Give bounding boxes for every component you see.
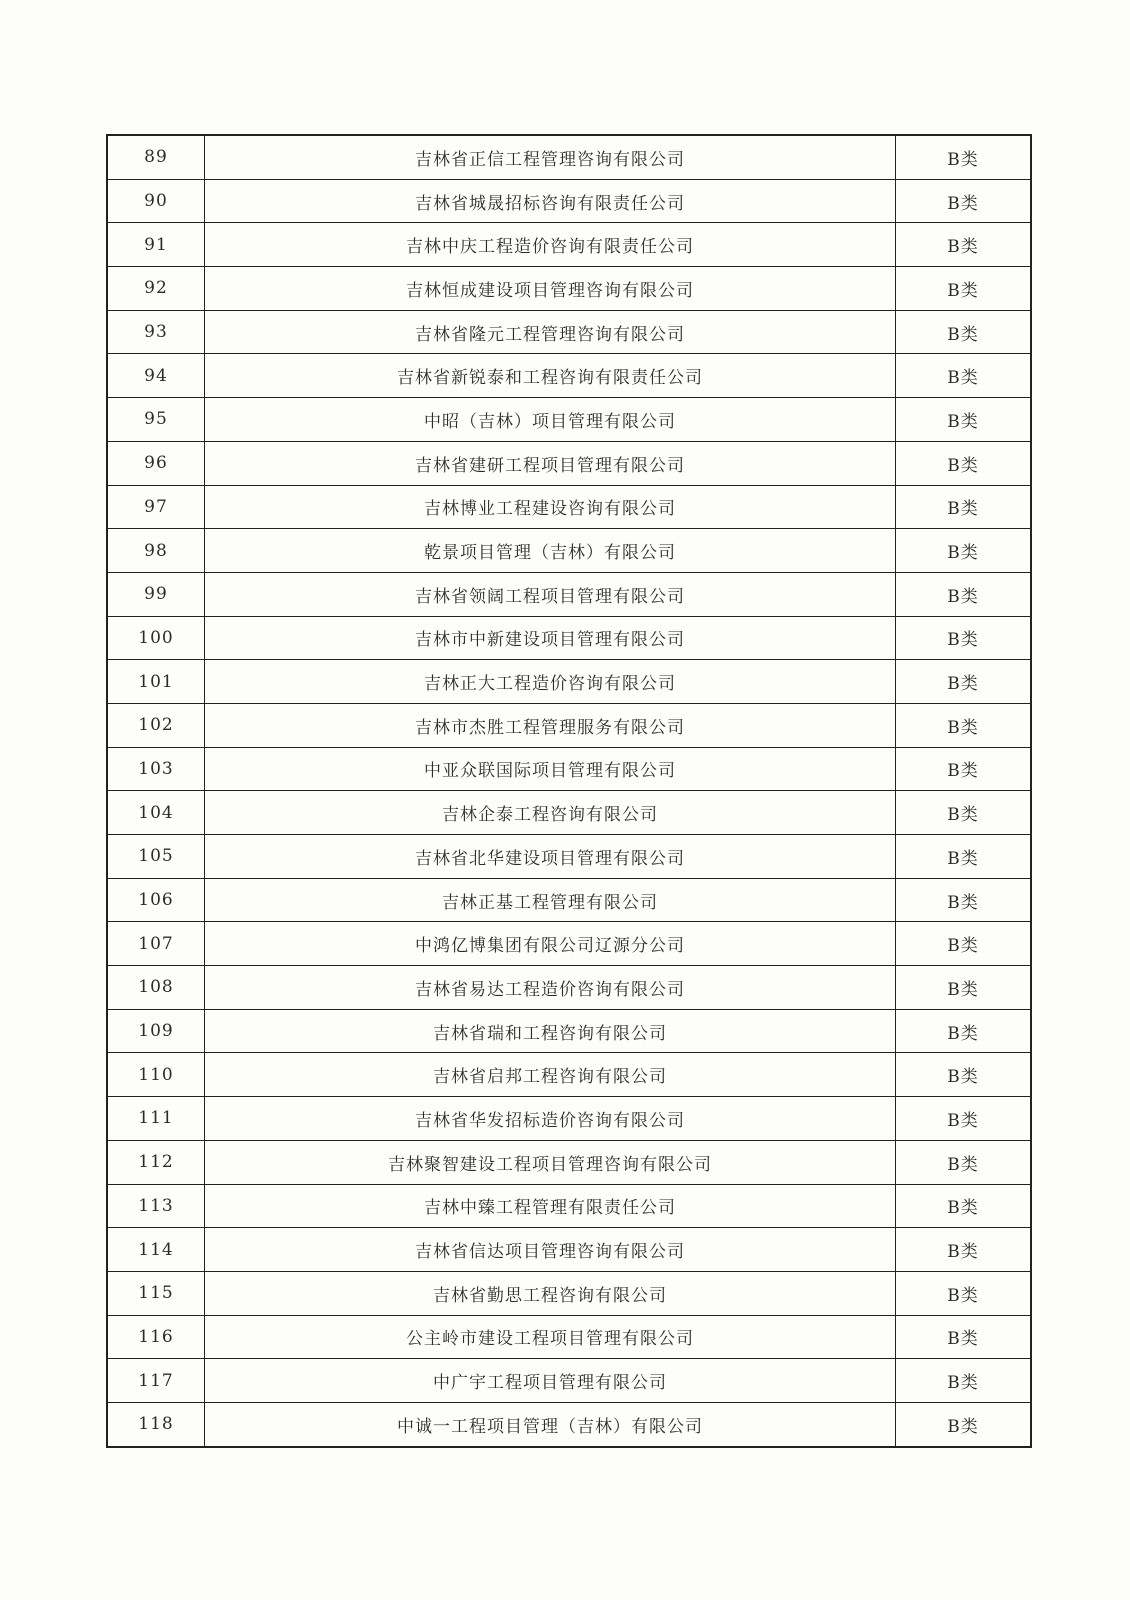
table-row bbox=[107, 878, 1031, 922]
row-number-cell: 93 bbox=[107, 310, 205, 354]
table-row bbox=[107, 223, 1031, 267]
category-cell: B类 bbox=[896, 922, 1032, 966]
company-name-cell: 吉林省启邦工程咨询有限公司 bbox=[205, 1053, 896, 1097]
table-row bbox=[107, 1184, 1031, 1228]
category-cell: B类 bbox=[896, 354, 1032, 398]
table-row bbox=[107, 441, 1031, 485]
company-name-cell: 中亚众联国际项目管理有限公司 bbox=[205, 747, 896, 791]
table-row bbox=[107, 1402, 1031, 1446]
row-number-cell: 111 bbox=[107, 1097, 205, 1141]
category-cell: B类 bbox=[896, 1402, 1032, 1446]
row-number-cell: 116 bbox=[107, 1315, 205, 1359]
company-name-cell: 吉林省华发招标造价咨询有限公司 bbox=[205, 1097, 896, 1141]
category-cell: B类 bbox=[896, 223, 1032, 267]
table-row bbox=[107, 703, 1031, 747]
row-number-cell: 103 bbox=[107, 747, 205, 791]
company-name-cell: 吉林省领阔工程项目管理有限公司 bbox=[205, 572, 896, 616]
company-name-cell: 吉林市中新建设项目管理有限公司 bbox=[205, 616, 896, 660]
category-cell: B类 bbox=[896, 398, 1032, 442]
category-cell: B类 bbox=[896, 572, 1032, 616]
category-cell: B类 bbox=[896, 1009, 1032, 1053]
company-name-cell: 吉林省易达工程造价咨询有限公司 bbox=[205, 966, 896, 1010]
category-cell: B类 bbox=[896, 310, 1032, 354]
row-number-cell: 90 bbox=[107, 179, 205, 223]
row-number-cell: 95 bbox=[107, 398, 205, 442]
table-row bbox=[107, 310, 1031, 354]
category-cell: B类 bbox=[896, 179, 1032, 223]
table-row bbox=[107, 835, 1031, 879]
category-cell: B类 bbox=[896, 835, 1032, 879]
category-cell: B类 bbox=[896, 660, 1032, 704]
table-row bbox=[107, 922, 1031, 966]
category-cell: B类 bbox=[896, 791, 1032, 835]
company-name-cell: 吉林省正信工程管理咨询有限公司 bbox=[205, 135, 896, 179]
company-name-cell: 中诚一工程项目管理（吉林）有限公司 bbox=[205, 1402, 896, 1446]
company-name-cell: 吉林省瑞和工程咨询有限公司 bbox=[205, 1009, 896, 1053]
category-cell: B类 bbox=[896, 267, 1032, 311]
row-number-cell: 99 bbox=[107, 572, 205, 616]
table-row bbox=[107, 966, 1031, 1010]
category-cell: B类 bbox=[896, 529, 1032, 573]
row-number-cell: 106 bbox=[107, 878, 205, 922]
row-number-cell: 97 bbox=[107, 485, 205, 529]
row-number-cell: 114 bbox=[107, 1228, 205, 1272]
category-cell: B类 bbox=[896, 1271, 1032, 1315]
category-cell: B类 bbox=[896, 1184, 1032, 1228]
row-number-cell: 113 bbox=[107, 1184, 205, 1228]
company-name-cell: 吉林省隆元工程管理咨询有限公司 bbox=[205, 310, 896, 354]
company-name-cell: 吉林企泰工程咨询有限公司 bbox=[205, 791, 896, 835]
row-number-cell: 96 bbox=[107, 441, 205, 485]
table-row bbox=[107, 1140, 1031, 1184]
table-row bbox=[107, 1228, 1031, 1272]
table-row bbox=[107, 747, 1031, 791]
row-number-cell: 107 bbox=[107, 922, 205, 966]
table-row bbox=[107, 354, 1031, 398]
table-row bbox=[107, 529, 1031, 573]
company-name-cell: 吉林中臻工程管理有限责任公司 bbox=[205, 1184, 896, 1228]
category-cell: B类 bbox=[896, 616, 1032, 660]
table-row bbox=[107, 791, 1031, 835]
row-number-cell: 108 bbox=[107, 966, 205, 1010]
company-table-body bbox=[107, 135, 1031, 1447]
company-name-cell: 吉林恒成建设项目管理咨询有限公司 bbox=[205, 267, 896, 311]
company-name-cell: 吉林省新锐泰和工程咨询有限责任公司 bbox=[205, 354, 896, 398]
category-cell: B类 bbox=[896, 1097, 1032, 1141]
company-name-cell: 中广宇工程项目管理有限公司 bbox=[205, 1359, 896, 1403]
row-number-cell: 94 bbox=[107, 354, 205, 398]
company-name-cell: 公主岭市建设工程项目管理有限公司 bbox=[205, 1315, 896, 1359]
table-row bbox=[107, 135, 1031, 179]
company-name-cell: 吉林中庆工程造价咨询有限责任公司 bbox=[205, 223, 896, 267]
company-name-cell: 吉林省北华建设项目管理有限公司 bbox=[205, 835, 896, 879]
company-table bbox=[106, 134, 1032, 1448]
company-name-cell: 乾景项目管理（吉林）有限公司 bbox=[205, 529, 896, 573]
table-row bbox=[107, 1009, 1031, 1053]
row-number-cell: 91 bbox=[107, 223, 205, 267]
table-row bbox=[107, 179, 1031, 223]
company-name-cell: 吉林省勤思工程咨询有限公司 bbox=[205, 1271, 896, 1315]
row-number-cell: 117 bbox=[107, 1359, 205, 1403]
row-number-cell: 115 bbox=[107, 1271, 205, 1315]
row-number-cell: 109 bbox=[107, 1009, 205, 1053]
category-cell: B类 bbox=[896, 1359, 1032, 1403]
table-row bbox=[107, 1271, 1031, 1315]
category-cell: B类 bbox=[896, 441, 1032, 485]
table-row bbox=[107, 572, 1031, 616]
company-name-cell: 吉林市杰胜工程管理服务有限公司 bbox=[205, 703, 896, 747]
company-name-cell: 吉林正基工程管理有限公司 bbox=[205, 878, 896, 922]
category-cell: B类 bbox=[896, 878, 1032, 922]
company-name-cell: 吉林聚智建设工程项目管理咨询有限公司 bbox=[205, 1140, 896, 1184]
table-row bbox=[107, 267, 1031, 311]
row-number-cell: 98 bbox=[107, 529, 205, 573]
company-name-cell: 中昭（吉林）项目管理有限公司 bbox=[205, 398, 896, 442]
row-number-cell: 101 bbox=[107, 660, 205, 704]
table-row bbox=[107, 1097, 1031, 1141]
category-cell: B类 bbox=[896, 703, 1032, 747]
company-name-cell: 吉林省城晟招标咨询有限责任公司 bbox=[205, 179, 896, 223]
category-cell: B类 bbox=[896, 1140, 1032, 1184]
table-row bbox=[107, 1359, 1031, 1403]
row-number-cell: 105 bbox=[107, 835, 205, 879]
table-row bbox=[107, 1053, 1031, 1097]
row-number-cell: 110 bbox=[107, 1053, 205, 1097]
company-name-cell: 吉林博业工程建设咨询有限公司 bbox=[205, 485, 896, 529]
company-name-cell: 吉林省信达项目管理咨询有限公司 bbox=[205, 1228, 896, 1272]
category-cell: B类 bbox=[896, 135, 1032, 179]
table-row bbox=[107, 1315, 1031, 1359]
category-cell: B类 bbox=[896, 1053, 1032, 1097]
table-row bbox=[107, 616, 1031, 660]
table-row bbox=[107, 485, 1031, 529]
company-name-cell: 吉林正大工程造价咨询有限公司 bbox=[205, 660, 896, 704]
row-number-cell: 102 bbox=[107, 703, 205, 747]
category-cell: B类 bbox=[896, 485, 1032, 529]
category-cell: B类 bbox=[896, 966, 1032, 1010]
category-cell: B类 bbox=[896, 1228, 1032, 1272]
row-number-cell: 92 bbox=[107, 267, 205, 311]
table-row bbox=[107, 398, 1031, 442]
row-number-cell: 104 bbox=[107, 791, 205, 835]
table-row bbox=[107, 660, 1031, 704]
company-name-cell: 中鸿亿博集团有限公司辽源分公司 bbox=[205, 922, 896, 966]
category-cell: B类 bbox=[896, 1315, 1032, 1359]
category-cell: B类 bbox=[896, 747, 1032, 791]
row-number-cell: 112 bbox=[107, 1140, 205, 1184]
company-name-cell: 吉林省建研工程项目管理有限公司 bbox=[205, 441, 896, 485]
row-number-cell: 100 bbox=[107, 616, 205, 660]
row-number-cell: 89 bbox=[107, 135, 205, 179]
row-number-cell: 118 bbox=[107, 1402, 205, 1446]
